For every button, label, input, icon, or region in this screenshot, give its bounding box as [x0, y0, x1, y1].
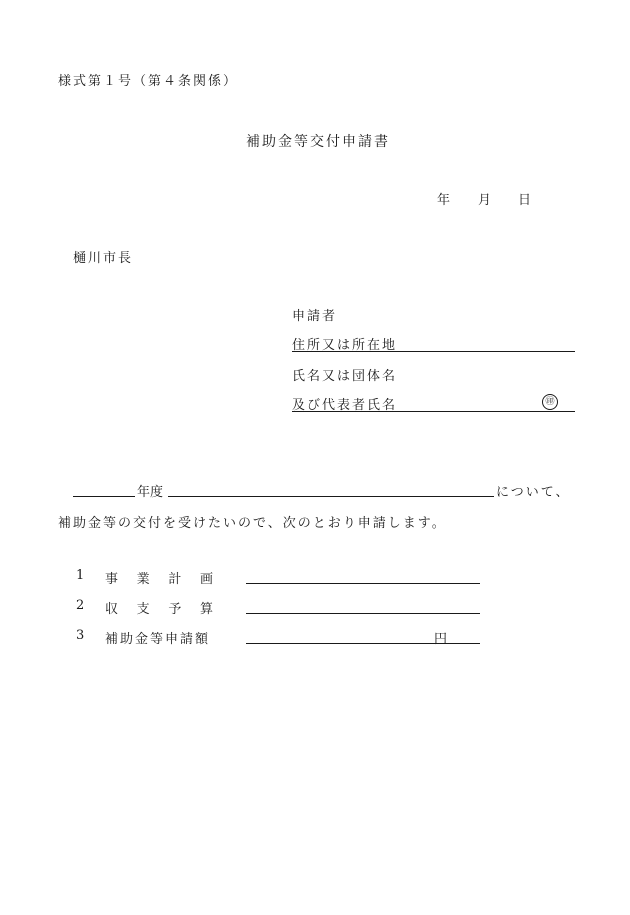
- item-1-label: 事 業 計 画: [105, 572, 213, 587]
- applicant-heading: 申請者: [292, 309, 338, 324]
- item-3-field[interactable]: [246, 628, 480, 647]
- item-2-field[interactable]: [246, 598, 480, 614]
- fiscal-year-suffix: 年度: [137, 485, 164, 500]
- item-2-number: 2: [76, 598, 85, 613]
- applicant-representative-field[interactable]: [292, 394, 575, 412]
- item-3-unit: 円: [434, 632, 448, 647]
- applicant-name-label-2: 及び代表者氏名: [292, 398, 398, 413]
- date-day-label: 日: [518, 193, 532, 208]
- applicant-address-label: 住所又は所在地: [292, 338, 398, 353]
- request-text: 補助金等の交付を受けたいので、次のとおり申請します。: [58, 516, 447, 531]
- addressee: 樋川市長: [73, 251, 134, 266]
- item-2-label: 収 支 予 算: [105, 602, 213, 617]
- item-1-field[interactable]: [246, 568, 480, 584]
- form-number: 様式第１号（第４条関係）: [58, 74, 239, 89]
- about-text: について、: [496, 485, 571, 500]
- applicant-address-field[interactable]: [292, 334, 575, 352]
- document-title: 補助金等交付申請書: [246, 134, 390, 150]
- item-1-number: 1: [76, 568, 85, 583]
- date-month-label: 月: [478, 193, 492, 208]
- item-3-label: 補助金等申請額: [105, 632, 211, 647]
- fiscal-year-field[interactable]: [73, 481, 135, 497]
- seal-icon: ㊞: [542, 394, 558, 410]
- project-name-field[interactable]: [168, 481, 494, 497]
- applicant-name-label-1: 氏名又は団体名: [292, 369, 398, 384]
- date-year-label: 年: [437, 193, 451, 208]
- item-3-number: 3: [76, 628, 85, 643]
